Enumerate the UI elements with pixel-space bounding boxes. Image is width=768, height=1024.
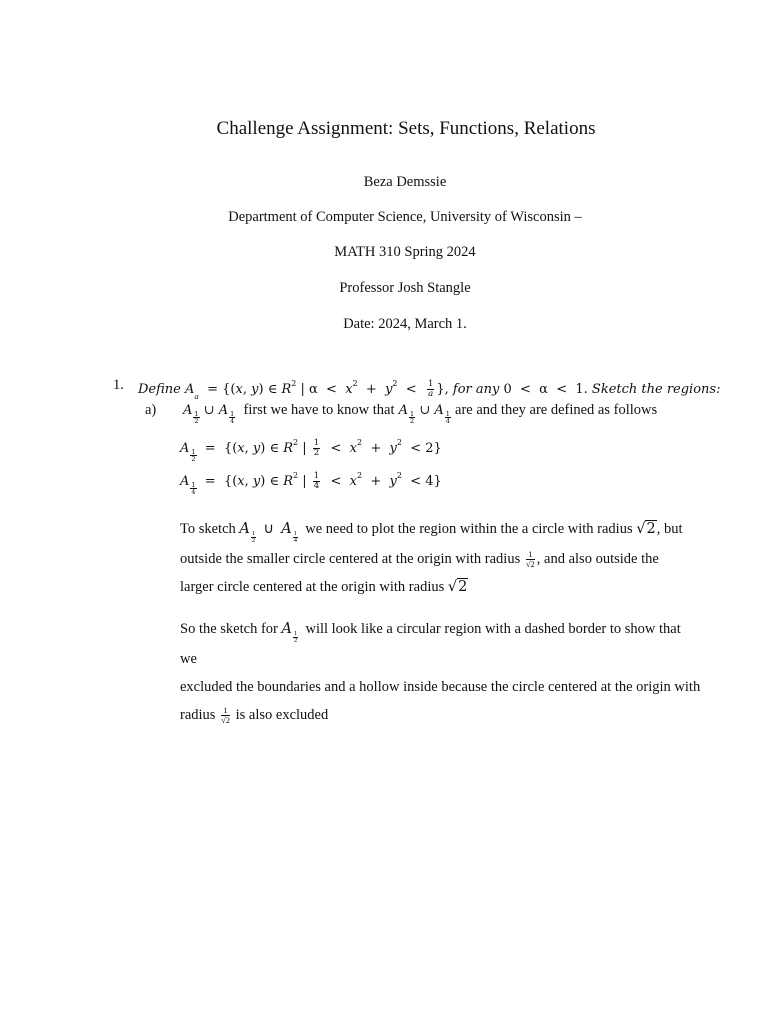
course-line: MATH 310 Spring 2024 bbox=[334, 244, 476, 260]
part-a-intro: A $\frac{1}{2}$ ∪ A $\frac{1}{4}$ first we have to know that A $\frac{1}{2}$ ∪ A $\frac{1}{4}$ are and they are defined as follows bbox=[183, 402, 658, 425]
document-title: Challenge Assignment: Sets, Functions, Relations bbox=[216, 118, 596, 139]
author-name: Beza Demssie bbox=[363, 174, 447, 190]
date-line: Date: 2024, March 1. bbox=[343, 316, 467, 332]
problem-1-definition: Define $A_a = \{(x$, y) ∈ $R^2$ | $\alpha < x^2 + y^2$ < $\frac{1}{a}$ }, for any 0 < α < 1. Sketch the regions: bbox=[138, 379, 721, 401]
part-a-label: a) bbox=[145, 402, 157, 418]
sketch-description-paragraph: So the sketch for A $\frac{1}{2}$ will look like a circular region with a dashed border to show that we excluded the boundaries and a hollow inside because the circle centered at the origin with radius $\frac{1}{√2}$ is also excluded bbox=[180, 621, 701, 725]
department-line: Department of Computer Science, University of Wisconsin – bbox=[228, 209, 582, 225]
problem-number: 1. bbox=[113, 377, 124, 393]
set-a-half-definition: A $\frac{1}{2}$ = {(x, y) ∈ $R^2$ | $\frac{1}{2}$ < $x^2 + y^2 < 2$} bbox=[180, 438, 442, 463]
professor-line: Professor Josh Stangle bbox=[339, 280, 471, 296]
set-a-quarter-definition: A $\frac{1}{4}$ = {(x, y) ∈ $R^2$ | $\frac{1}{4}$ < $x^2 + y^2 < 4$} bbox=[180, 471, 442, 496]
sketch-explanation-paragraph: To sketch A $\frac{1}{2}$ ∪ A $\frac{1}{4}$ we need to plot the region within the a circle with radius √2, but outside the smaller circle centered at the origin with radius $\frac{1}{√2}$ , and also outside the larger circle centered at the origin with radius √2 bbox=[180, 521, 683, 595]
